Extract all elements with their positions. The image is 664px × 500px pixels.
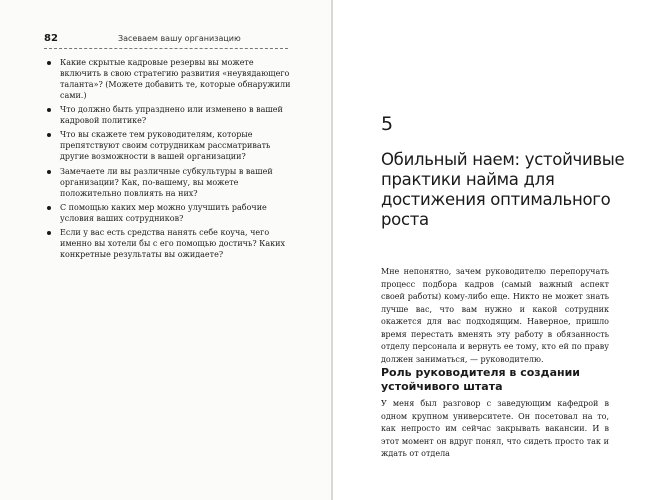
running-head <box>44 33 288 47</box>
question-item <box>60 104 292 126</box>
question-item <box>60 129 292 162</box>
question-text: Какие скрытые кадровые резервы вы можете включить в свою стратегию развития «неувядающего таланта»? (Можете добавить те, которые обнаружили сами.) <box>60 58 291 100</box>
question-item <box>60 202 292 224</box>
header-divider <box>44 48 288 49</box>
question-text: С помощью каких мер можно улучшить рабочие условия ваших сотрудников? <box>60 202 267 223</box>
intro-paragraph: Мне непонятно, зачем руководителю перепоручать процесс подбора кадров (самый важный аспект своей работы) кому-либо еще. Никто не может знать лучше вас, что вам нужно и какой сотрудник окажется для вас подходящим. Наверное, пришло время перестать вменять эту работу в обязанность отделу персонала и вернуть ее тому, кто ей по праву должен заниматься, — руководителю. <box>381 267 609 364</box>
question-item <box>60 227 292 260</box>
question-text: Что вы скажете тем руководителям, которые препятствуют своим сотрудникам рассматривать другие возможности в вашей организации? <box>60 130 271 162</box>
page-number: 82 <box>44 33 58 44</box>
bullet-dot-icon <box>47 206 51 210</box>
right-page <box>333 0 664 500</box>
bullet-dot-icon <box>47 61 51 65</box>
left-page <box>0 0 331 500</box>
chapter-number: 5 <box>381 113 394 135</box>
running-head-title: Засеваем вашу организацию <box>118 34 241 43</box>
chapter-title: Обильный наем: устойчивые практики найма для достижения оптимального роста <box>381 150 625 229</box>
question-text: Что должно быть упразднено или изменено в вашей кадровой политике? <box>60 105 283 126</box>
question-text: Замечаете ли вы различные субкультуры в вашей организации? Как, по-вашему, вы можете положительно повлиять на них? <box>60 166 273 198</box>
question-list <box>60 57 292 263</box>
bullet-dot-icon <box>47 108 51 112</box>
body-paragraph: У меня был разговор с заведующим кафедрой в одном крупном университете. Он посетовал на то, как непросто им сейчас закрывать вакансии. И в этот момент он вдруг понял, что сидеть просто так и ждать от отдела <box>381 399 609 458</box>
bullet-dot-icon <box>47 231 51 235</box>
question-text: Если у вас есть средства нанять себе коуча, чего именно вы хотели бы с его помощью достичь? Каких конкретные результаты вы ожидаете? <box>60 227 285 259</box>
section-heading: Роль руководителя в создании устойчивого штата <box>381 366 581 393</box>
bullet-dot-icon <box>47 170 51 174</box>
question-item <box>60 57 292 101</box>
bullet-dot-icon <box>47 133 51 137</box>
question-item <box>60 166 292 199</box>
